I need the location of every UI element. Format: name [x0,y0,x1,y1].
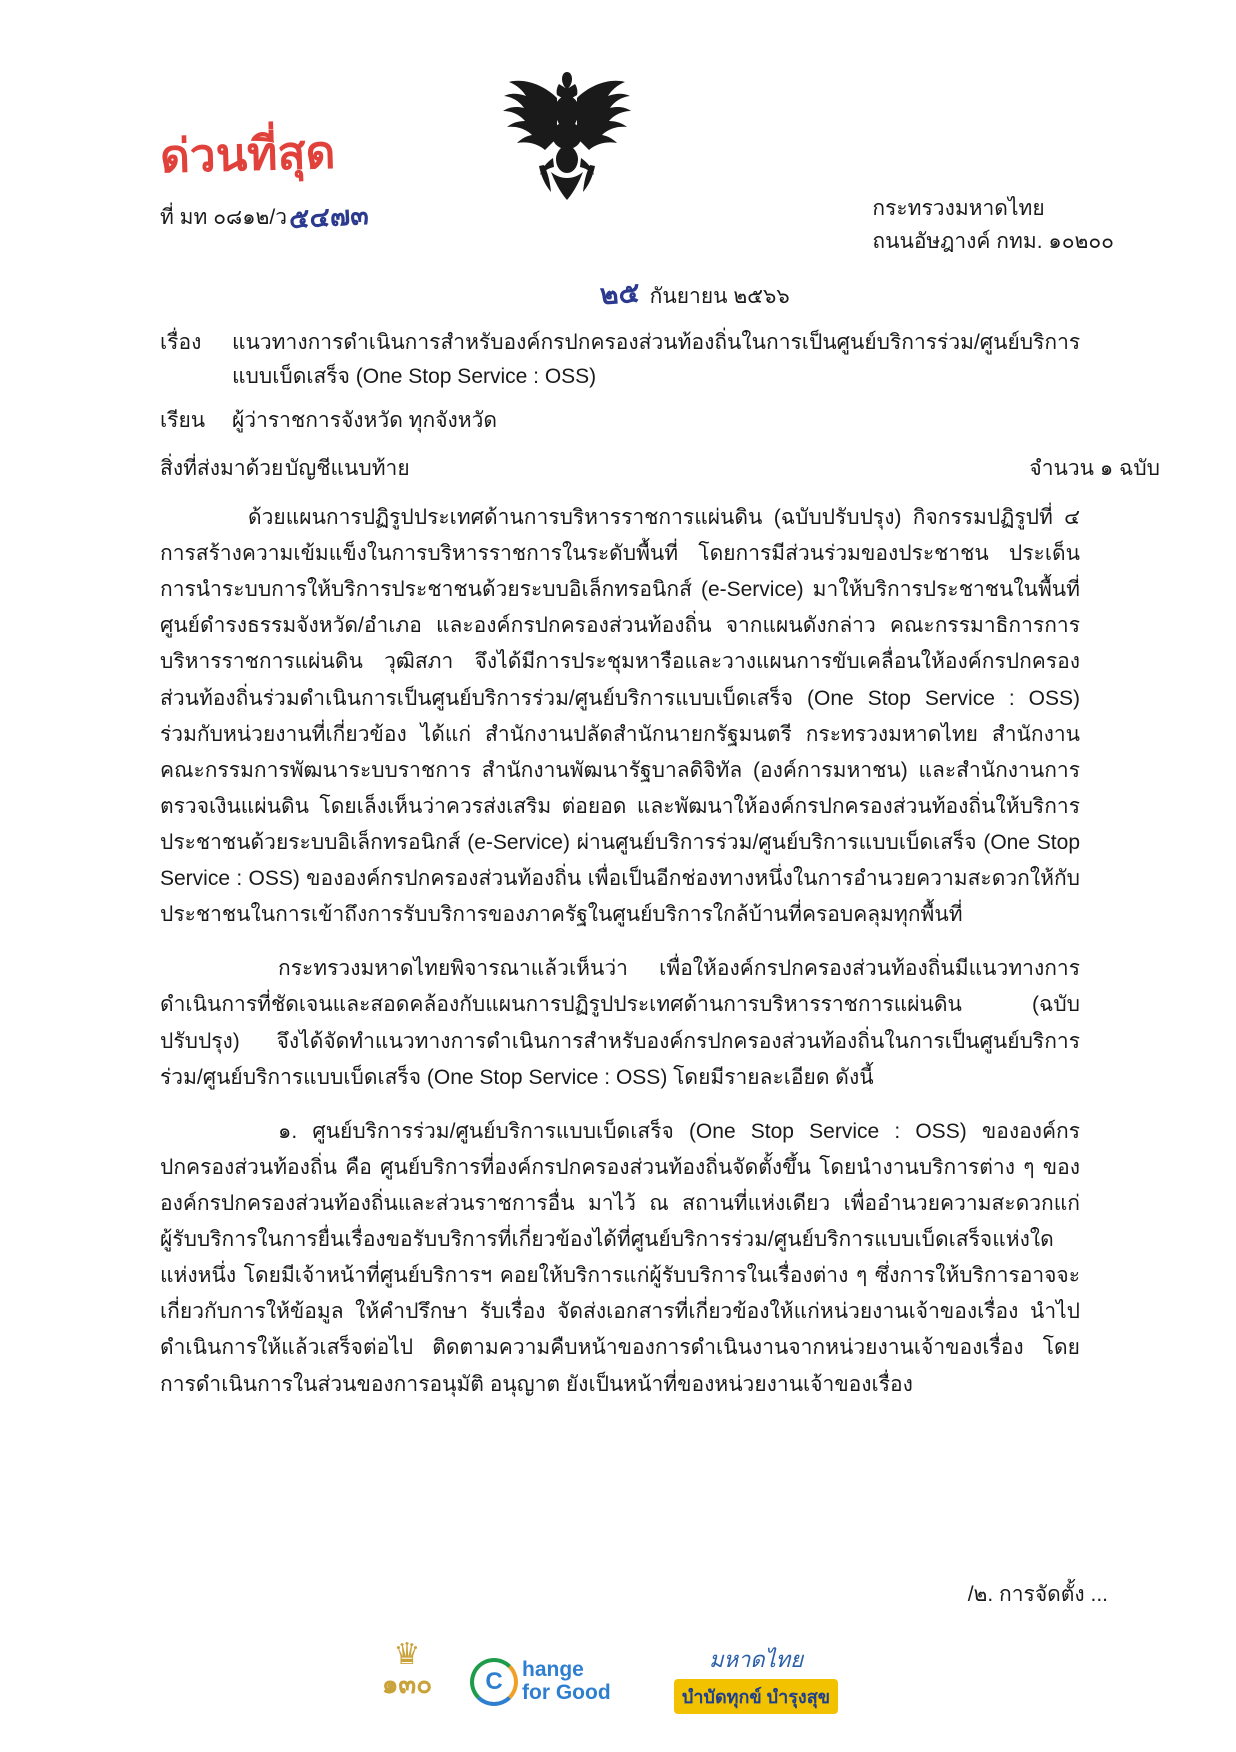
enclosure-field [160,452,1160,486]
enclosure-value: บัญชีแนบท้าย [285,457,410,480]
document-number-label: ที่ มท ๐๘๑๒/ว [160,206,288,229]
enclosure-label: สิ่งที่ส่งมาด้วย [160,457,284,480]
body-paragraph-3: ๑. ศูนย์บริการร่วม/ศูนย์บริการแบบเบ็ดเสร็จ (One Stop Service : OSS) ขององค์กรปกครองส่วนท้องถิ่น คือ ศูนย์บริการที่องค์กรปกครองส่วนท้องถิ่นจัดตั้งขึ้น โดยนำงานบริการต่าง ๆ ขององค์กรปกครองส่วนท้องถิ่นและส่วนราชการอื่น มาไว้ ณ สถานที่แห่งเดียว เพื่ออำนวยความสะดวกแก่ผู้รับบริการในการยื่นเรื่องขอรับบริการที่เกี่ยวข้องได้ที่ศูนย์บริการร่วม/ศูนย์บริการแบบเบ็ดเสร็จแห่งใดแห่งหนึ่ง โดยมีเจ้าหน้าที่ศูนย์บริการฯ คอยให้บริการแก่ผู้รับบริการในเรื่องต่าง ๆ ซึ่งการให้บริการอาจจะเกี่ยวกับการให้ข้อมูล ให้คำปรึกษา รับเรื่อง จัดส่งเอกสารที่เกี่ยวข้องให้แก่หน่วยงานเจ้าของเรื่อง นำไปดำเนินการให้แล้วเสร็จต่อไป ติดตามความคืบหน้าของการดำเนินงานจากหน่วยงานเจ้าของเรื่อง โดยการดำเนินการในส่วนของการอนุมัติ อนุญาต ยังเป็นหน้าที่ของหน่วยงานเจ้าของเรื่อง [160,1119,1080,1396]
subject-field [160,326,1100,394]
change-for-good-line-2: for Good [522,1681,611,1704]
document-number [160,193,369,236]
letter-body [160,500,1080,1421]
ministry-name: กระทรวงมหาดไทย [872,197,1045,220]
attention-field [160,404,1060,438]
change-for-good-logo [470,1646,620,1718]
document-number-handwritten: ๕๔๗๓ [288,199,370,235]
attention-value: ผู้ว่าราชการจังหวัด ทุกจังหวัด [232,409,498,432]
body-paragraph-2: กระทรวงมหาดไทยพิจารณาแล้วเห็นว่า เพื่อให้องค์กรปกครองส่วนท้องถิ่นมีแนวทางการดำเนินการที่ชัดเจนและสอดคล้องกับแผนการปฏิรูปประเทศด้านการบริหารราชการแผ่นดิน (ฉบับปรับปรุง) จึงได้จัดทำแนวทางการดำเนินการสำหรับองค์กรปกครองส่วนท้องถิ่นในการเป็นศูนย์บริการร่วม/ศูนย์บริการแบบเบ็ดเสร็จ (One Stop Service : OSS) โดยมีรายละเอียด ดังนี้ [160,957,1080,1089]
footer-logo-row [0,1640,1236,1718]
mahadthai-motto-text: บำบัดทุกข์ บำรุงสุข [674,1679,838,1714]
garuda-emblem-icon [487,62,647,222]
mahadthai-motto-logo [646,1642,866,1718]
change-for-good-circle-icon: C [470,1658,518,1706]
urgency-stamp: ด่วนที่สุด [159,125,337,183]
change-for-good-text [522,1659,611,1704]
ministry-address: ถนนอัษฎางค์ กทม. ๑๐๒๐๐ [872,229,1114,253]
subject-label: เรื่อง [160,331,202,354]
attention-label: เรียน [160,409,206,432]
date-day-handwritten: ๒๕ [598,276,641,311]
body-paragraph-1: ด้วยแผนการปฏิรูปประเทศด้านการบริหารราชการแผ่นดิน (ฉบับปรับปรุง) กิจกรรมปฏิรูปที่ ๔ การสร้างความเข้มแข็งในการบริหารราชการในระดับพื้นที่ โดยการมีส่วนร่วมของประชาชน ประเด็นการนำระบบการให้บริการประชาชนด้วยระบบอิเล็กทรอนิกส์ (e-Service) มาให้บริการประชาชนในพื้นที่ศูนย์ดำรงธรรมจังหวัด/อำเภอ และองค์กรปกครองส่วนท้องถิ่น จากแผนดังกล่าว คณะกรรมาธิการการบริหารราชการแผ่นดิน วุฒิสภา จึงได้มีการประชุมหารือและวางแผนการขับเคลื่อนให้องค์กรปกครองส่วนท้องถิ่นร่วมดำเนินการเป็นศูนย์บริการร่วม/ศูนย์บริการแบบเบ็ดเสร็จ (One Stop Service : OSS) ร่วมกับหน่วยงานที่เกี่ยวข้อง ได้แก่ สำนักงานปลัดสำนักนายกรัฐมนตรี กระทรวงมหาดไทย สำนักงานคณะกรรมการพัฒนาระบบราชการ สำนักงานพัฒนารัฐบาลดิจิทัล (องค์การมหาชน) และสำนักงานการตรวจเงินแผ่นดิน โดยเล็งเห็นว่าควรส่งเสริม ต่อยอด และพัฒนาให้องค์กรปกครองส่วนท้องถิ่นให้บริการประชาชนด้วยระบบอิเล็กทรอนิกส์ (e-Service) ผ่านศูนย์บริการร่วม/ศูนย์บริการแบบเบ็ดเสร็จ (One Stop Service : OSS) ขององค์กรปกครองส่วนท้องถิ่น เพื่อเป็นอีกช่องทางหนึ่งในการอำนวยความสะดวกให้กับประชาชนในการเข้าถึงการรับบริการของภาครัฐในศูนย์บริการใกล้บ้านที่ครอบคลุมทุกพื้นที่ [160,506,1080,927]
page-continuation: /๒. การจัดตั้ง ... [967,1583,1108,1606]
subject-line-2: แบบเบ็ดเสร็จ (One Stop Service : OSS) [232,365,597,389]
crown-icon: ♛ [393,1638,421,1671]
ministry-address-block [872,193,1114,258]
enclosure-count: จำนวน ๑ ฉบับ [1029,457,1160,480]
anniversary-logo-icon [370,1640,444,1718]
change-for-good-line-1: hange [522,1658,584,1682]
anniversary-logo-label: ๑๓๐ [381,1669,433,1699]
mahadthai-script-text: มหาดไทย [708,1647,804,1672]
subject-line-1: แนวทางการดำเนินการสำหรับองค์กรปกครองส่วนท้องถิ่นในการเป็นศูนย์บริการร่วม/ศูนย์บริการ [232,331,1081,354]
date-month-year: กันยายน ๒๕๖๖ [649,285,790,308]
date-line [600,272,790,316]
